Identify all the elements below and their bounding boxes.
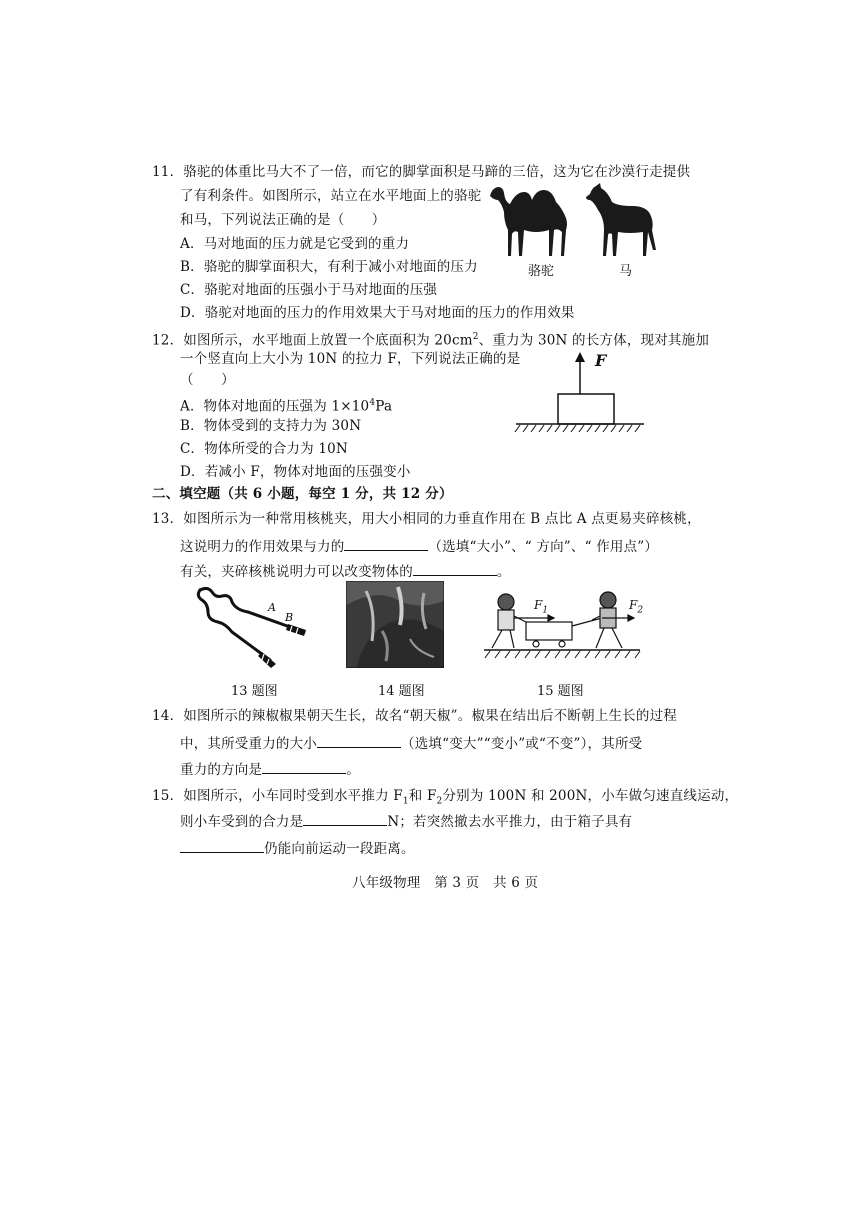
point-a-label: A <box>268 601 276 614</box>
q12-option-b: B．物体受到的支持力为 30N <box>180 418 362 434</box>
q12-line3: （ ） <box>180 372 235 388</box>
page-footer: 八年级物理 第 3 页 共 6 页 <box>352 875 539 891</box>
q13-line2: 这说明力的作用效果与力的 （选填“大小”、“ 方向”、“ 作用点”） <box>180 536 658 557</box>
nutcracker-figure <box>192 582 312 668</box>
answer-blank[interactable] <box>317 733 401 748</box>
q15-line1: 15．如图所示，小车同时受到水平推力 $F_1$和 $F_2$分别为 100N 和 200N，小车做匀速直线运动， <box>152 788 739 807</box>
block-force-figure <box>512 348 648 438</box>
cart-forces-figure <box>480 588 642 660</box>
answer-blank[interactable] <box>303 811 387 826</box>
chili-pepper-photo <box>346 581 444 668</box>
horse-label: 马 <box>619 264 633 279</box>
fig14-caption: 14 题图 <box>378 684 425 699</box>
camel-label: 骆驼 <box>528 264 555 279</box>
force-f1-label: $F_1$ <box>534 598 549 616</box>
rectangular-block <box>558 394 614 424</box>
force-arrowhead <box>575 352 585 362</box>
q15-line3: 仍能向前运动一段距离。 <box>180 838 415 859</box>
horse-silhouette <box>586 183 656 256</box>
fig13-caption: 13 题图 <box>231 684 278 699</box>
q13-line1: 13．如图所示为一种常用核桃夹，用大小相同的力垂直作用在 B 点比 A 点更易夹碎核桃， <box>152 511 701 527</box>
q12-option-a: A．物体对地面的压强为 $1\times 10^4Pa$ <box>180 398 393 415</box>
q11-option-c: C．骆驼对地面的压强小于马对地面的压强 <box>180 282 438 298</box>
nutcracker-handles <box>258 624 306 668</box>
fig15-caption: 15 题图 <box>537 684 584 699</box>
answer-blank[interactable] <box>262 759 346 774</box>
ground-hatching <box>485 651 640 658</box>
camel-silhouette <box>490 187 567 256</box>
force-label: F <box>595 351 607 370</box>
q12-line2: 一个竖直向上大小为 10N 的拉力 F，下列说法正确的是 <box>180 351 521 367</box>
point-b-label: B <box>285 611 294 624</box>
answer-blank[interactable] <box>413 561 497 576</box>
q12-option-c: C．物体所受的合力为 10N <box>180 441 348 457</box>
q14-line3: 重力的方向是 。 <box>180 759 360 780</box>
ground-hatching <box>515 425 640 432</box>
q14-line1: 14．如图所示的辣椒椒果朝天生长，故名“朝天椒”。椒果在结出后不断朝上生长的过程 <box>152 708 677 724</box>
force-f2-label: $F_2$ <box>629 598 644 616</box>
left-boy <box>492 594 526 648</box>
q11-option-a: A．马对地面的压力就是它受到的重力 <box>180 236 410 252</box>
q11-option-d: D．骆驼对地面的压力的作用效果大于马对地面的压力的作用效果 <box>180 305 575 321</box>
q11-option-b: B．骆驼的脚掌面积大，有利于减小对地面的压力 <box>180 259 478 275</box>
q15-line2: 则小车受到的合力是 N；若突然撤去水平推力，由于箱子具有 <box>180 811 632 832</box>
q11-line3: 和马，下列说法正确的是（ ） <box>180 212 386 228</box>
answer-blank[interactable] <box>180 838 264 853</box>
q12-option-d: D．若减小 F，物体对地面的压强变小 <box>180 464 411 480</box>
camel-horse-figure <box>486 178 666 260</box>
cart <box>526 618 602 647</box>
q12-line1: 12．如图所示，水平地面上放置一个底面积为 $20cm^2$、重力为 30N 的长方体，现对其施加 <box>152 332 710 349</box>
q11-line1: 11．骆驼的体重比马大不了一倍，而它的脚掌面积是马蹄的三倍，这为它在沙漠行走提供 <box>152 164 691 180</box>
answer-blank[interactable] <box>344 536 428 551</box>
q11-line2: 了有利条件。如图所示，站立在水平地面上的骆驼 <box>180 188 482 204</box>
q13-line3: 有关，夹碎核桃说明力可以改变物体的 。 <box>180 561 511 582</box>
section-2-heading: 二、填空题（共 6 小题，每空 1 分，共 12 分） <box>152 486 453 502</box>
q14-line2: 中，其所受重力的大小 （选填“变大”“变小”或“不变”），其所受 <box>180 733 642 754</box>
